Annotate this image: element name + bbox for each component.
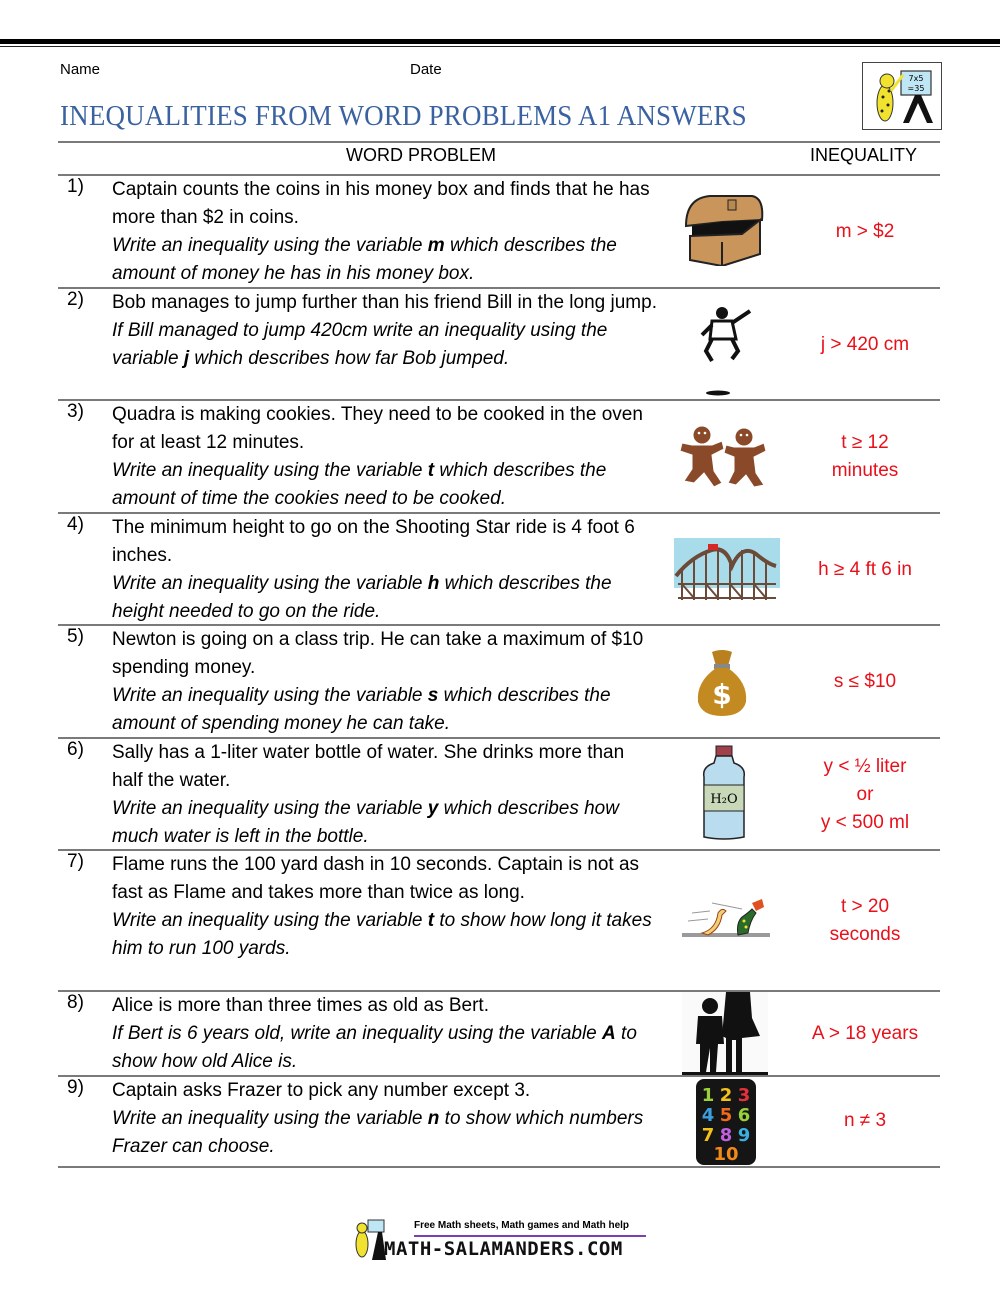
- svg-text:5: 5: [719, 1105, 733, 1126]
- svg-text:6: 6: [737, 1105, 751, 1126]
- problem-text: The minimum height to go on the Shooting Star ride is 4 foot 6 inches. Write an inequality using the variable h which describes the height needed to go on the ride.: [112, 517, 635, 622]
- number-characters-icon: [696, 1079, 756, 1170]
- variable-name: t: [427, 910, 435, 931]
- svg-text:3: 3: [737, 1085, 751, 1106]
- svg-text:10: 10: [713, 1144, 739, 1165]
- adult-child-silhouette-icon: [682, 992, 768, 1081]
- long-jumper-icon: [698, 305, 754, 402]
- gingerbread-men-icon: [678, 425, 770, 494]
- table-row: [58, 176, 940, 287]
- answer: y < ½ liter or y < 500 ml: [820, 756, 910, 833]
- footer-site-name: MATH-SALAMANDERS.COM: [384, 1238, 623, 1260]
- problem-text: Alice is more than three times as old as Bert. If Bert is 6 years old, write an inequality using the variable A to show how old Alice is.: [112, 995, 637, 1072]
- name-label: Name: [60, 61, 101, 78]
- problem-text: Quadra is making cookies. They need to be cooked in the oven for at least 12 minutes. Write an inequality using the variable t which describes the amount of time the cookies need to be cooked.: [112, 404, 643, 509]
- problem-number: 1): [67, 176, 84, 197]
- water-bottle-icon: [700, 745, 748, 846]
- money-bag-icon: [694, 648, 750, 723]
- page-title: INEQUALITIES FROM WORD PROBLEMS A1 ANSWERS: [60, 100, 747, 132]
- logo-board-line1: 7x5: [908, 74, 924, 83]
- treasure-chest-icon: [682, 190, 764, 271]
- roller-coaster-icon: [672, 536, 782, 607]
- answer: t > 20 seconds: [829, 896, 901, 945]
- column-header-inequality: INEQUALITY: [810, 145, 918, 165]
- answer: n ≠ 3: [843, 1110, 887, 1131]
- variable-name: m: [427, 235, 445, 256]
- table-bottom-rule: [58, 1166, 940, 1168]
- table-top-rule: [58, 141, 940, 143]
- answer: t ≥ 12 minutes: [831, 432, 899, 481]
- logo-board-line2: =35: [907, 84, 925, 93]
- variable-name: t: [427, 460, 435, 481]
- salamander-teacher-logo-icon: [350, 1218, 386, 1260]
- problem-number: 6): [67, 739, 84, 760]
- svg-text:7: 7: [701, 1125, 715, 1146]
- svg-text:2: 2: [719, 1085, 733, 1106]
- top-border-thick: [0, 39, 1000, 44]
- top-border-thin: [0, 46, 1000, 47]
- problem-text: Flame runs the 100 yard dash in 10 seconds. Captain is not as fast as Flame and takes more than twice as long. Write an inequality using the variable t to show how long it takes him to run 100 yards.: [112, 854, 652, 959]
- problem-number: 3): [67, 401, 84, 422]
- table-row: [58, 739, 940, 849]
- footer-underline: [414, 1235, 646, 1237]
- salamander-teacher-logo-icon: [862, 62, 942, 130]
- problem-text: Bob manages to jump further than his friend Bill in the long jump. If Bill managed to jump 420cm write an inequality using the variable j which describes how far Bob jumped.: [112, 292, 657, 369]
- svg-text:4: 4: [701, 1105, 715, 1126]
- answer: s ≤ $10: [833, 671, 897, 692]
- answer: j > 420 cm: [820, 334, 910, 355]
- svg-text:1: 1: [701, 1085, 715, 1106]
- variable-name: n: [427, 1108, 440, 1129]
- column-header-word-problem: WORD PROBLEM: [346, 145, 497, 165]
- footer-brand: [350, 1218, 650, 1262]
- table-row: [58, 1077, 940, 1166]
- problem-number: 8): [67, 992, 84, 1013]
- answer: h ≥ 4 ft 6 in: [818, 559, 912, 580]
- table-row: [58, 851, 940, 990]
- footer-tagline: Free Math sheets, Math games and Math help: [414, 1220, 630, 1231]
- table-row: [58, 514, 940, 624]
- problem-number: 4): [67, 514, 84, 535]
- variable-name: h: [427, 573, 440, 594]
- problem-number: 7): [67, 851, 84, 872]
- date-label: Date: [410, 61, 442, 78]
- answer: A > 18 years: [811, 1023, 919, 1044]
- variable-name: A: [602, 1023, 616, 1044]
- problem-number: 9): [67, 1077, 84, 1098]
- problem-text: Newton is going on a class trip. He can take a maximum of $10 spending money. Write an inequality using the variable s which describes the amount of spending money he can take.: [112, 629, 644, 734]
- variable-name: j: [183, 348, 190, 369]
- bottle-label: H₂O: [710, 792, 738, 807]
- svg-text:9: 9: [737, 1125, 751, 1146]
- racing-salamanders-icon: [682, 899, 772, 946]
- problem-text: Captain counts the coins in his money box and finds that he has more than $2 in coins. Write an inequality using the variable m which describes the amount of money he has in his money box.: [112, 179, 650, 284]
- variable-name: y: [427, 798, 439, 819]
- problem-text: Captain asks Frazer to pick any number except 3. Write an inequality using the variable n to show which numbers Frazer can choose.: [112, 1080, 644, 1157]
- problem-number: 2): [67, 289, 84, 310]
- variable-name: s: [427, 685, 439, 706]
- table-row: [58, 401, 940, 512]
- svg-text:$: $: [712, 678, 732, 711]
- table-row: [58, 289, 940, 399]
- problem-text: Sally has a 1-liter water bottle of water. She drinks more than half the water. Write an inequality using the variable y which describes how much water is left in the bottle.: [112, 742, 625, 847]
- svg-text:8: 8: [719, 1125, 733, 1146]
- answer: m > $2: [835, 221, 895, 242]
- problem-number: 5): [67, 626, 84, 647]
- table-row: [58, 626, 940, 737]
- table-row: [58, 992, 940, 1075]
